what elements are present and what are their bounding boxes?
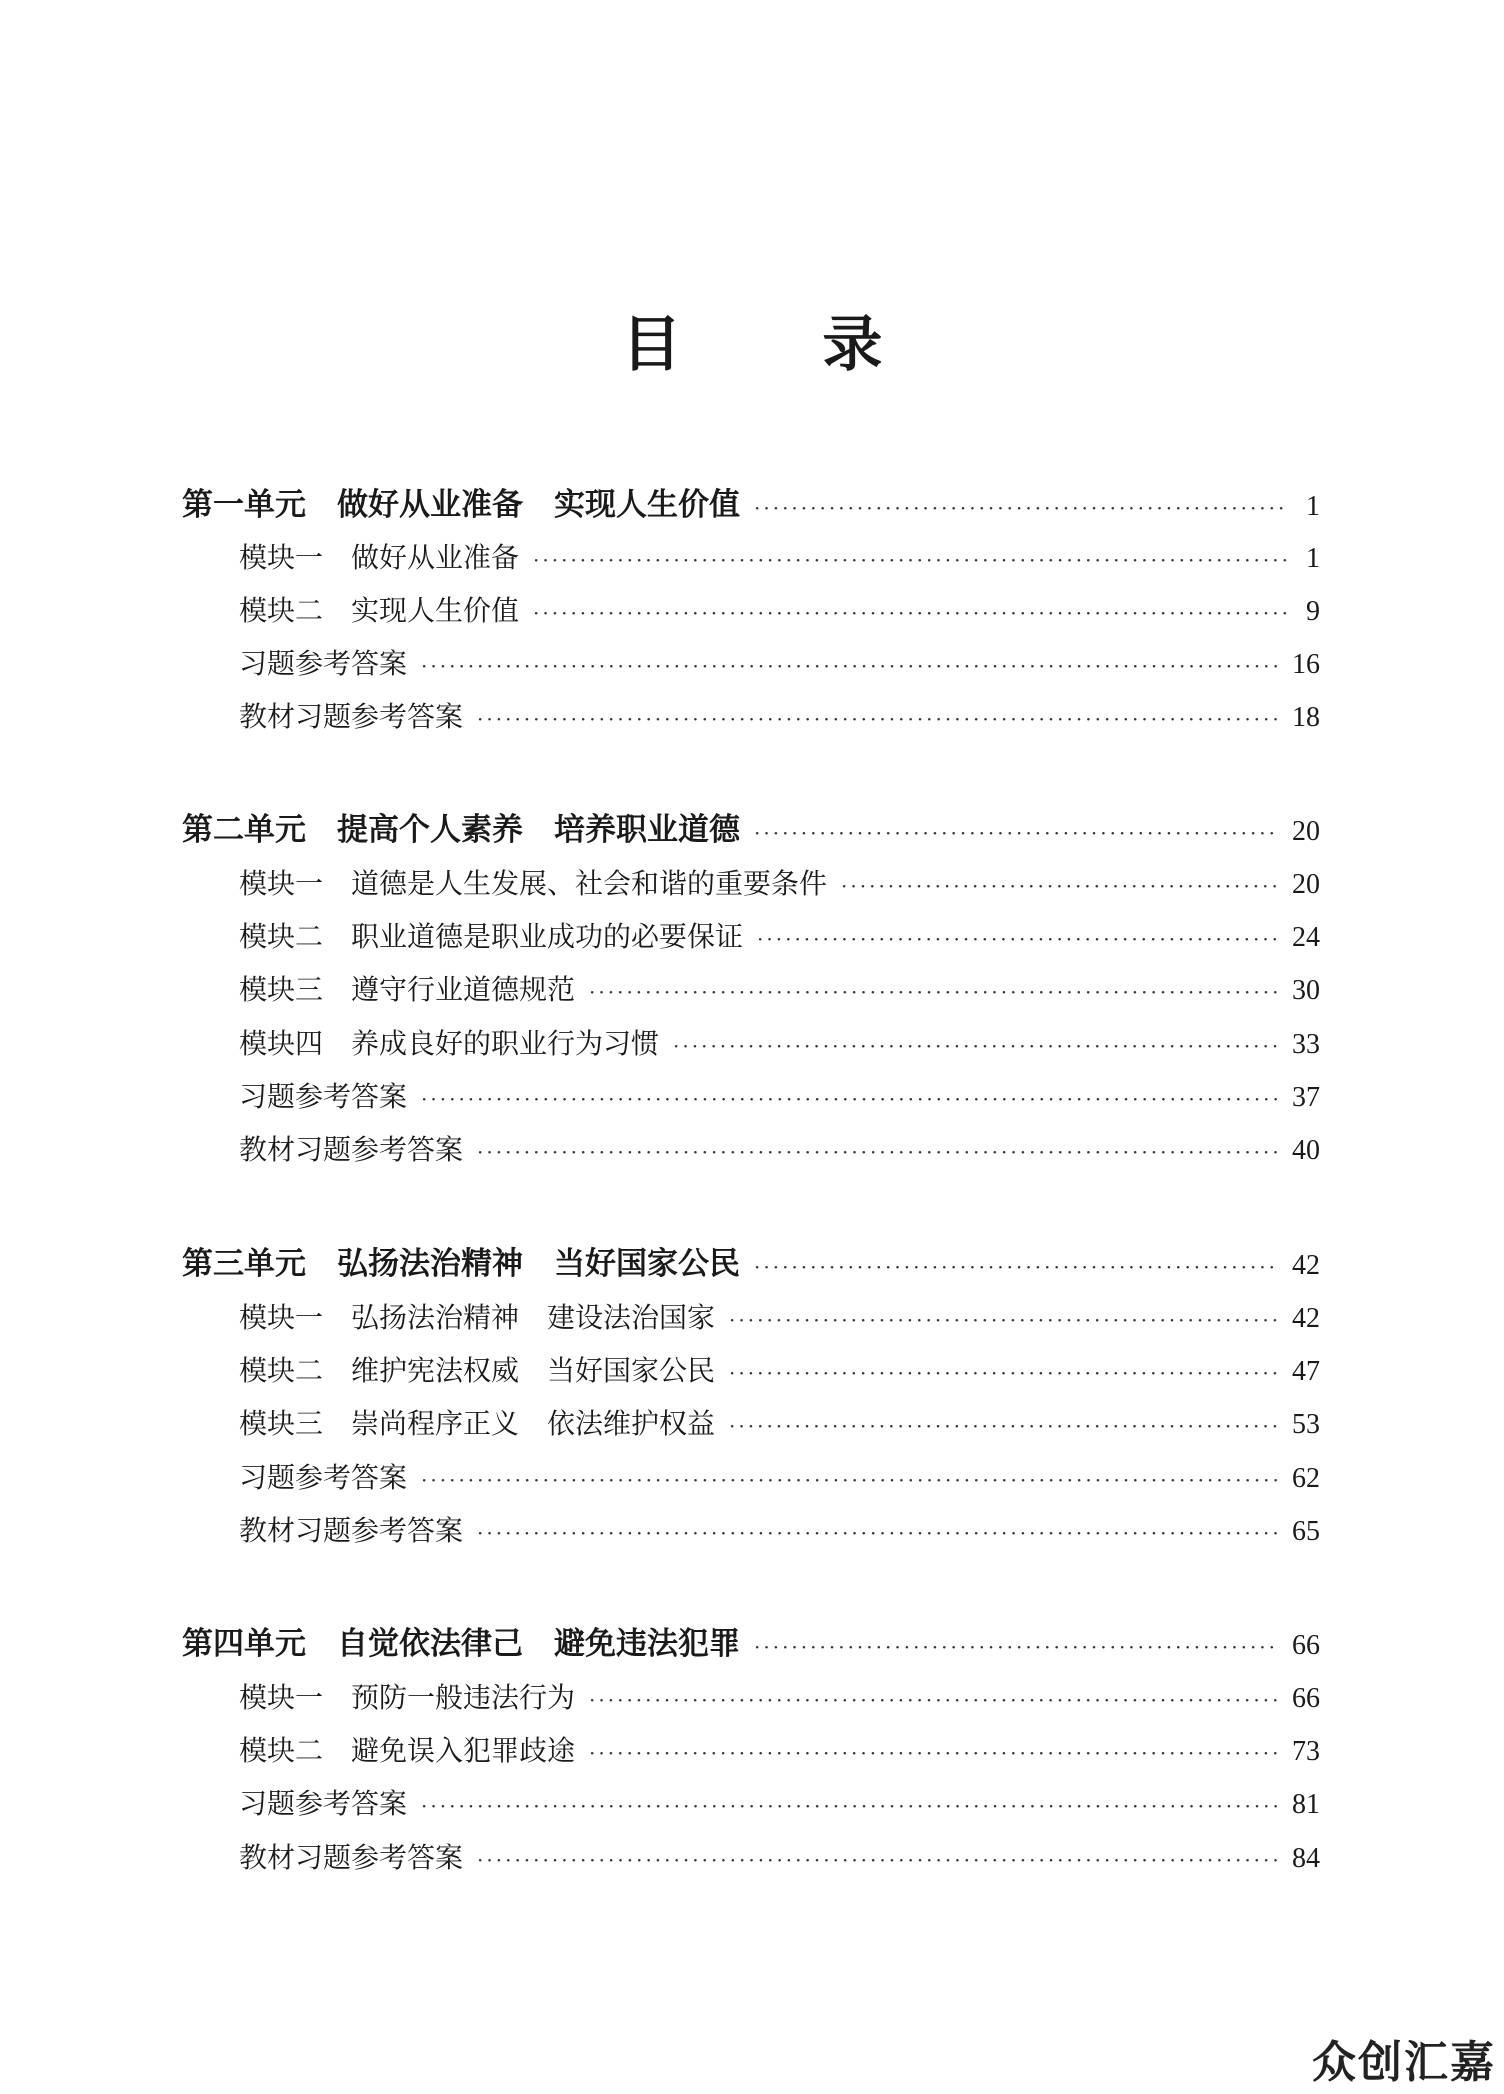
toc-item-label: 模块二 职业道德是职业成功的必要保证 xyxy=(239,920,744,953)
toc-item[interactable] xyxy=(239,864,1320,904)
toc-page-number: 24 xyxy=(1292,922,1320,953)
toc-item-label: 模块四 养成良好的职业行为习惯 xyxy=(239,1027,660,1060)
toc-page-number: 81 xyxy=(1292,1789,1320,1820)
toc-unit-3[interactable] xyxy=(182,1244,1320,1284)
toc-unit-2[interactable] xyxy=(182,810,1320,850)
toc-item[interactable] xyxy=(239,1731,1320,1771)
leader-dots xyxy=(589,972,1280,1012)
toc-item[interactable] xyxy=(239,538,1320,578)
leader-dots xyxy=(421,1079,1280,1119)
toc-item[interactable] xyxy=(239,1784,1320,1824)
toc-page-number: 37 xyxy=(1292,1082,1320,1113)
toc-item[interactable] xyxy=(239,970,1320,1010)
toc-item-label: 模块一 做好从业准备 xyxy=(239,541,520,574)
toc-unit-label: 第三单元 弘扬法治精神 当好国家公民 xyxy=(182,1246,740,1282)
toc-item-label: 习题参考答案 xyxy=(239,1080,408,1113)
toc-page-number: 47 xyxy=(1292,1356,1320,1387)
leader-dots xyxy=(754,1627,1280,1667)
toc-item[interactable] xyxy=(239,1511,1320,1551)
leader-dots xyxy=(754,488,1288,528)
page-title: 目 录 xyxy=(621,310,943,380)
toc-item-label: 模块二 实现人生价值 xyxy=(239,594,520,627)
toc-item[interactable] xyxy=(239,591,1320,631)
toc-item[interactable] xyxy=(239,917,1320,957)
toc-item-label: 模块一 道德是人生发展、社会和谐的重要条件 xyxy=(239,867,828,900)
leader-dots xyxy=(589,1680,1280,1720)
toc-item[interactable] xyxy=(239,1024,1320,1064)
toc-item[interactable] xyxy=(239,1298,1320,1338)
toc-item-label: 习题参考答案 xyxy=(239,1461,408,1494)
toc-page-number: 30 xyxy=(1292,975,1320,1006)
toc-item-label: 教材习题参考答案 xyxy=(239,700,464,733)
toc-page-number: 40 xyxy=(1292,1135,1320,1166)
toc-item-label: 模块三 崇尚程序正义 依法维护权益 xyxy=(239,1407,716,1440)
leader-dots xyxy=(729,1406,1280,1446)
toc-page-number: 62 xyxy=(1292,1463,1320,1494)
toc-unit-4[interactable] xyxy=(182,1624,1320,1664)
toc-item[interactable] xyxy=(239,1351,1320,1391)
toc-item[interactable] xyxy=(239,1838,1320,1878)
toc-page-number: 53 xyxy=(1292,1409,1320,1440)
leader-dots xyxy=(729,1300,1280,1340)
leader-dots xyxy=(754,1247,1280,1287)
toc-page-number: 16 xyxy=(1292,649,1320,680)
toc-page-number: 66 xyxy=(1292,1630,1320,1661)
toc-item-label: 模块二 避免误入犯罪歧途 xyxy=(239,1734,576,1767)
leader-dots xyxy=(421,646,1280,686)
toc-unit-1[interactable] xyxy=(182,485,1320,525)
toc-item-label: 模块三 遵守行业道德规范 xyxy=(239,973,576,1006)
toc-unit-label: 第四单元 自觉依法律己 避免违法犯罪 xyxy=(182,1626,740,1662)
leader-dots xyxy=(421,1460,1280,1500)
toc-page-number: 18 xyxy=(1292,702,1320,733)
toc-page-number: 20 xyxy=(1292,869,1320,900)
toc-page-number: 84 xyxy=(1292,1843,1320,1874)
toc-item-label: 习题参考答案 xyxy=(239,647,408,680)
leader-dots xyxy=(589,1733,1280,1773)
toc-item-label: 模块一 预防一般违法行为 xyxy=(239,1681,576,1714)
toc-unit-label: 第二单元 提高个人素养 培养职业道德 xyxy=(182,812,740,848)
leader-dots xyxy=(477,699,1280,739)
toc-item[interactable] xyxy=(239,1678,1320,1718)
toc-item[interactable] xyxy=(239,1458,1320,1498)
toc-item-label: 模块二 维护宪法权威 当好国家公民 xyxy=(239,1354,716,1387)
toc-page-number: 42 xyxy=(1292,1303,1320,1334)
leader-dots xyxy=(533,593,1288,633)
leader-dots xyxy=(477,1132,1280,1172)
toc-page-number: 65 xyxy=(1292,1516,1320,1547)
toc-item-label: 教材习题参考答案 xyxy=(239,1133,464,1166)
leader-dots xyxy=(673,1026,1280,1066)
toc-page-number: 9 xyxy=(1306,596,1320,627)
toc-page-number: 1 xyxy=(1306,491,1320,522)
leader-dots xyxy=(729,1353,1280,1393)
toc-item-label: 习题参考答案 xyxy=(239,1787,408,1820)
watermark: 众创汇嘉 xyxy=(1312,2037,1496,2088)
leader-dots xyxy=(841,866,1280,906)
toc-item[interactable] xyxy=(239,1077,1320,1117)
toc-item[interactable] xyxy=(239,697,1320,737)
toc-page-number: 66 xyxy=(1292,1683,1320,1714)
leader-dots xyxy=(477,1840,1280,1880)
toc-page-number: 73 xyxy=(1292,1736,1320,1767)
toc-page-number: 42 xyxy=(1292,1250,1320,1281)
leader-dots xyxy=(477,1513,1280,1553)
toc-item[interactable] xyxy=(239,1130,1320,1170)
leader-dots xyxy=(421,1786,1280,1826)
toc-item-label: 教材习题参考答案 xyxy=(239,1841,464,1874)
toc-item-label: 模块一 弘扬法治精神 建设法治国家 xyxy=(239,1301,716,1334)
leader-dots xyxy=(754,813,1280,853)
leader-dots xyxy=(533,540,1288,580)
toc-page-number: 33 xyxy=(1292,1029,1320,1060)
toc-item[interactable] xyxy=(239,1404,1320,1444)
toc-unit-label: 第一单元 做好从业准备 实现人生价值 xyxy=(182,487,740,523)
toc-item-label: 教材习题参考答案 xyxy=(239,1514,464,1547)
toc-page-number: 1 xyxy=(1306,543,1320,574)
toc-item[interactable] xyxy=(239,644,1320,684)
leader-dots xyxy=(757,919,1280,959)
toc-page-number: 20 xyxy=(1292,816,1320,847)
